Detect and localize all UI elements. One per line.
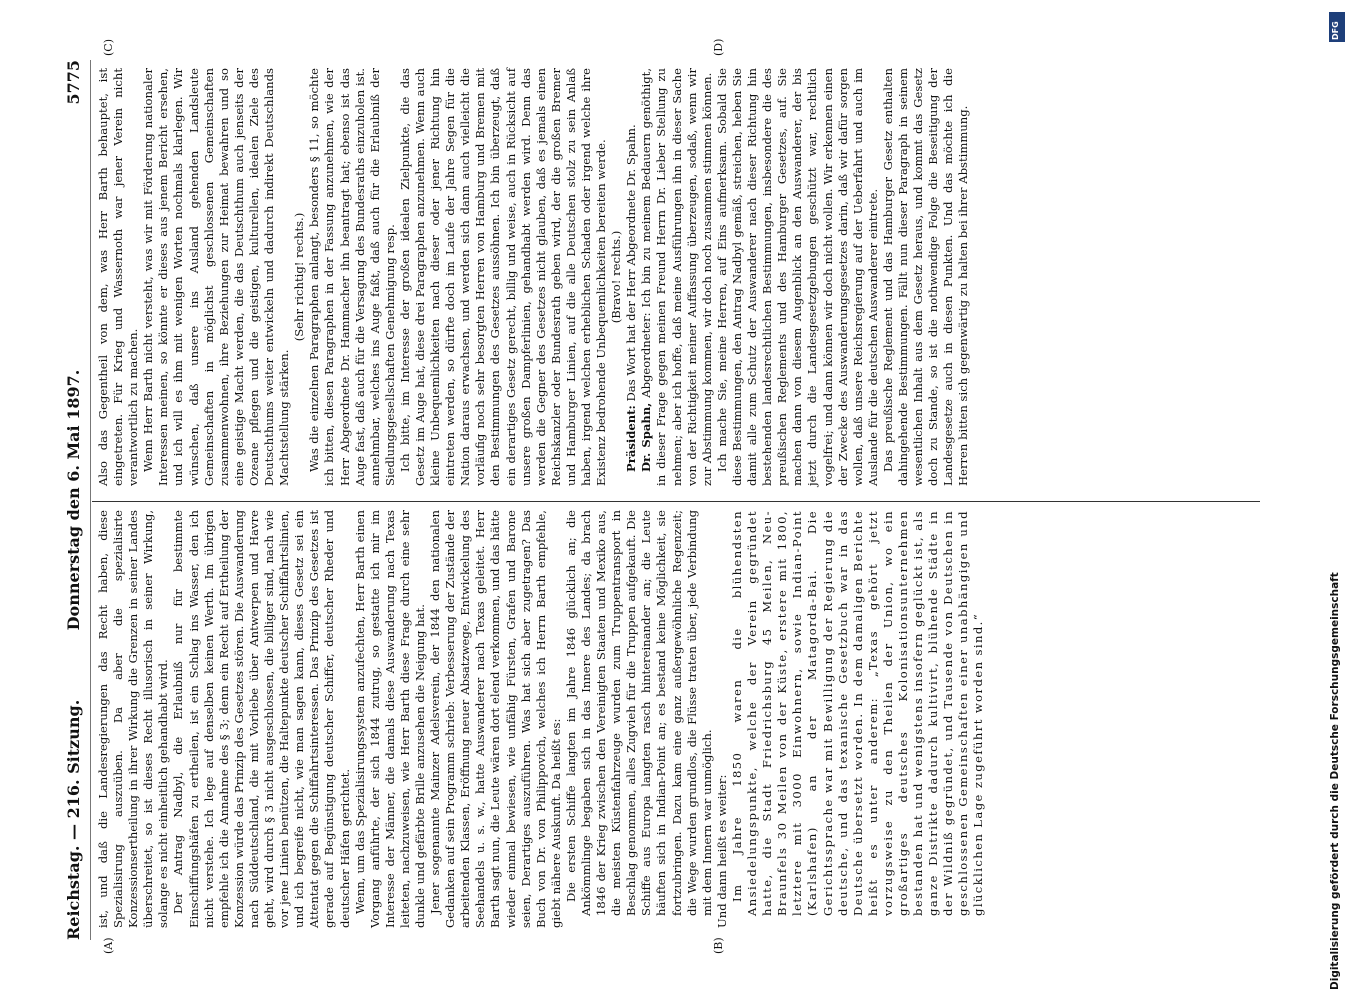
- interjection: (Bravo! rechts.): [609, 230, 624, 324]
- quotation: Im Jahre 1850 waren die blühendsten Ansiedelungspunkte, welche der Verein gegründet hatte, die Stadt Friedrichsburg 45 Meilen, Neu-Braunfels 30 Meilen von der Küste, erstere mit 1800, letztere mit 3000 Einwohnern, sowie Indian-Point (Karlshafen) an der Matagorda-Bai. Die Gerichtssprache war mit Bewilligung der Regierung die deutsche, und das texanische Gesetzbuch war in das Deutsche übersetzt worden. In dem damaligen Berichte heißt es unter anderem: „Texas gehört jetzt vorzugsweise zu den Theilen der Union, wo ein großartiges deutsches Kolonisationsunternehmen bestanden hat und wenigstens insofern geglückt ist, als ganze Distrikte dadurch kultivirt, blühende Städte in der Wildniß gegründet, und Tausende von Deutschen in geschlossenen Gemeinschaften einer unabhängigen und glücklichen Lage zugeführt worden sind.“: [729, 510, 986, 916]
- paragraph: Der Antrag Nadbyl, die Erlaubniß nur für bestimmte Einschiffungshäfen zu ertheilen, ist ein Schlag ins Wasser, den ich nicht verstehe. Ich lege auf denselben keinen Werth. Im übrigen empfehle ich die Annahme des § 3; denn ein Recht auf Ertheilung der Konzession würde das Prinzip des Gesetzes stören. Die Auswanderung nach Süddeutschland, die mit Vorliebe über Antwerpen und Havre geht, wird durch § 3 nicht ausgeschlossen, die billiger sind, nach wie vor jene Linien benützen, die Haltepunkte deutscher Schiffahrtslinien, und ich begreife nicht, wie man sagen kann, dieses Gesetz sei ein Attentat gegen die Schiffahrtsinteressen. Das Prinzip des Gesetzes ist gerade auf Begünstigung deutscher Schiffer, deutscher Rheder und deutscher Häfen gerichtet.: [171, 510, 352, 928]
- speaker-text: Das Wort hat der Herr Abgeordnete Dr. Spahn.: [624, 124, 639, 402]
- column-divider: [92, 501, 1260, 502]
- speaker-text: Abgeordneter: Ich bin zu meinem Bedauern genöthigt, in dieser Frage gegen meinen Freund Herrn Dr. Lieber Stellung zu nehmen; aber ich hoffe, daß meine Ausführungen ihn in dieser Sache von der Richtigkeit meiner Auffassung überzeugen, sodaß, wenn wir zur Abstimmung kommen, wir doch noch zusammen stimmen können.: [639, 67, 714, 486]
- page-number: 5775: [64, 60, 83, 105]
- speaker-label: Dr. Spahn,: [639, 402, 654, 472]
- paragraph: Wenn Herr Barth nicht versteht, was wir mit Förderung nationaler Interessen meinen, so könnte er dieses aus jenem Bericht ersehen, und ich will es ihm mit wenigen Worten nochmals klarlegen. Wir wünschen, daß unsere ins Ausland gehenden Landsleute Gemeinschaften in möglichst geschlossenen Gemeinschaften zusammenwohnen, ihre Beziehungen zur Heimat bewahren und so eine geistige Macht werden, die das Deutschthum auch jenseits der Ozeane pflegen und die geistigen, kulturellen, idealen Ziele des Deutschthums weiter entwickeln und dadurch indirekt Deutschlands Machtstellung stärken.: [141, 68, 292, 486]
- left-column: [96, 510, 987, 928]
- header-date: Donnerstag den 6. Mai 1897.: [64, 369, 83, 631]
- margin-marker-b: (B): [712, 937, 725, 954]
- quotation: Die ersten Schiffe langten im Jahre 1846 glücklich an; die Ankömmlinge begaben sich in das Innere des Landes; da brach 1846 der Krieg zwischen den Vereinigten Staaten und Mexiko aus, die meisten Küstenfahrzeuge wurden zum Truppentransport in Beschlag genommen, alles Zugvieh für die Truppen aufgekauft. Die Schiffe aus Europa langten rasch hintereinander an; die Leute häuften sich in Indian-Point an; es bestand keine Möglichkeit, sie fortzubringen. Dazu kam eine ganz außergewöhnliche Regenzeit; die Wege wurden grundlos, die Flüsse traten über, jede Verbindung mit dem Innern war unmöglich.: [563, 510, 714, 916]
- paragraph: Was die einzelnen Paragraphen anlangt, besonders § 11, so möchte ich bitten, diesen Paragraphen in der Fassung anzunehmen, wie der Herr Abgeordnete Dr. Hammacher ihn beantragt hat; ebenso ist das Auge fast, daß auch für die Versagung des Bundesraths einzuholen ist. annehmbar, welches ins Auge faßt, daß auch für die Erlaubniß der Siedlungsgesellschaften Genehmigung resp.: [307, 68, 397, 486]
- speaker-paragraph: [624, 68, 639, 486]
- header-session: Reichstag. — 216. Sitzung.: [64, 699, 83, 940]
- paragraph: Ich bitte, im Interesse der großen idealen Zielpunkte, die das Gesetz im Auge hat, diese drei Paragraphen anzunehmen. Wenn auch kleine Unbequemlichkeiten nach dieser oder jener Richtung hin eintreten werden, so dürfte doch im Laufe der Jahre Segen für die Nation daraus erwachsen, und werden sich dann auch vielleicht die vorläufig noch sehr besorgten Herren von Hamburg und Bremen mit den Bestimmungen des Gesetzes aussöhnen. Ich bin überzeugt, daß ein derartiges Gesetz gerecht, billig und weise, auch in Rücksicht auf unsere großen Dampferlinien, gehandhabt werden wird. Denn das werden die Gegner des Gesetzes nicht glauben, daß es jemals einen Reichskanzler oder Bundesrath geben wird, der die großen Bremer und Hamburger Linien, auf die alle Deutschen stolz zu sein Anlaß haben, irgend welchen erheblichen Schaden oder irgend welche ihre Existenz bedrohende Unbequemlichkeiten bereiten werde.: [397, 68, 609, 486]
- paragraph: ist, und daß die Landesregierungen das Recht haben, diese Spezialisirung auszuüben. Da aber die spezialisirte Konzessionsertheilung in ihrer Wirkung die Grenzen in seiner Landes überschreitet, so ist dieses Recht illusorisch in seiner Wirkung, solange es nicht einheitlich gehandhabt wird.: [96, 510, 171, 928]
- digitization-notice: [1325, 10, 1347, 990]
- speaker-paragraph: [639, 68, 714, 486]
- right-column: [96, 68, 971, 486]
- paragraph: Also das Gegentheil von dem, was Herr Barth behauptet, ist eingetreten. Für Krieg und Wassernoth war jener Verein nicht verantwortlich zu machen.: [96, 68, 141, 486]
- interjection: (Sehr richtig! rechts.): [292, 212, 307, 342]
- dfg-logo: DFG: [1329, 12, 1345, 42]
- margin-marker-a: (A): [102, 937, 115, 954]
- paragraph: Und dann heißt es weiter:: [714, 774, 729, 928]
- funding-notice-text: Digitalisierung gefördert durch die Deutsche Forschungsgemeinschaft: [1329, 572, 1341, 990]
- paragraph: Ich mache Sie, meine Herren, auf Eins aufmerksam. Sobald Sie diese Bestimmungen, den Antrag Nadbyl gemäß, streichen, heben Sie damit alle zum Schutz der Auswanderer nach dieser Richtung hin bestehenden landesrechtlichen Bestimmungen, insbesondere die des preußischen Reglements und des Hamburger Gesetzes, auf. Sie machen dann von diesem Augenblick an den Auswanderer, der bis jetzt durch die Landesgesetzgebungen geschützt war, rechtlich vogelfrei; und dann können wir doch nicht wollen. Wir erkennen einen der Zwecke des Auswanderungsgesetzes darin, daß wir dafür sorgen wollen, daß unsere Reichsregierung auf der Ueberfahrt und auch im Auslande für die deutschen Auswanderer eintrete.: [714, 68, 880, 486]
- margin-marker-c: (C): [102, 39, 115, 56]
- paragraph: Wenn, um das Spezialisirungssystem anzufechten, Herr Barth einen Vorgang anführte, der sich 1844 zutrug, so gestatte ich mir im Interesse der Männer, die damals diese Auswanderung nach Texas leiteten, nachzuweisen, wie Herr Barth diese Frage durch eine sehr dunkle und gefärbte Brille anzusehen die Neigung hat.: [352, 510, 427, 928]
- header-rule: [90, 60, 91, 940]
- margin-marker-d: (D): [712, 38, 725, 56]
- page-header: [58, 60, 88, 940]
- paragraph: Jener sogenannte Mainzer Adelsverein, der 1844 den nationalen Gedanken auf sein Programm schrieb: Verbesserung der Zustände der arbeitenden Klassen, Eröffnung neuer Absatzwege, Entwickelung des Seehandels u. s. w., hatte Auswanderer nach Texas geleitet. Herr Barth sagt nun, die Leute wären dort elend verkommen, und das hätte wieder einmal bewiesen, wie unfähig Fürsten, Grafen und Barone seien, Derartiges auszuführen. Was hat sich aber zugetragen? Das Buch von Dr. von Philippovich, welches ich Herrn Barth empfehle, giebt nähere Auskunft. Da heißt es:: [428, 510, 563, 928]
- paragraph: Das preußische Reglement und das Hamburger Gesetz enthalten dahingehende Bestimmungen. Fällt nun dieser Paragraph in seinem wesentlichen Inhalt aus dem Gesetz heraus, und kommt das Gesetz doch zu Stande, so ist die nothwendige Folge die Beseitigung der Landesgesetze auch in diesen Punkten. Und das möchte ich die Herren bitten sich gegenwärtig zu halten bei ihrer Abstimmung.: [880, 68, 971, 486]
- speaker-label: Präsident:: [624, 405, 639, 472]
